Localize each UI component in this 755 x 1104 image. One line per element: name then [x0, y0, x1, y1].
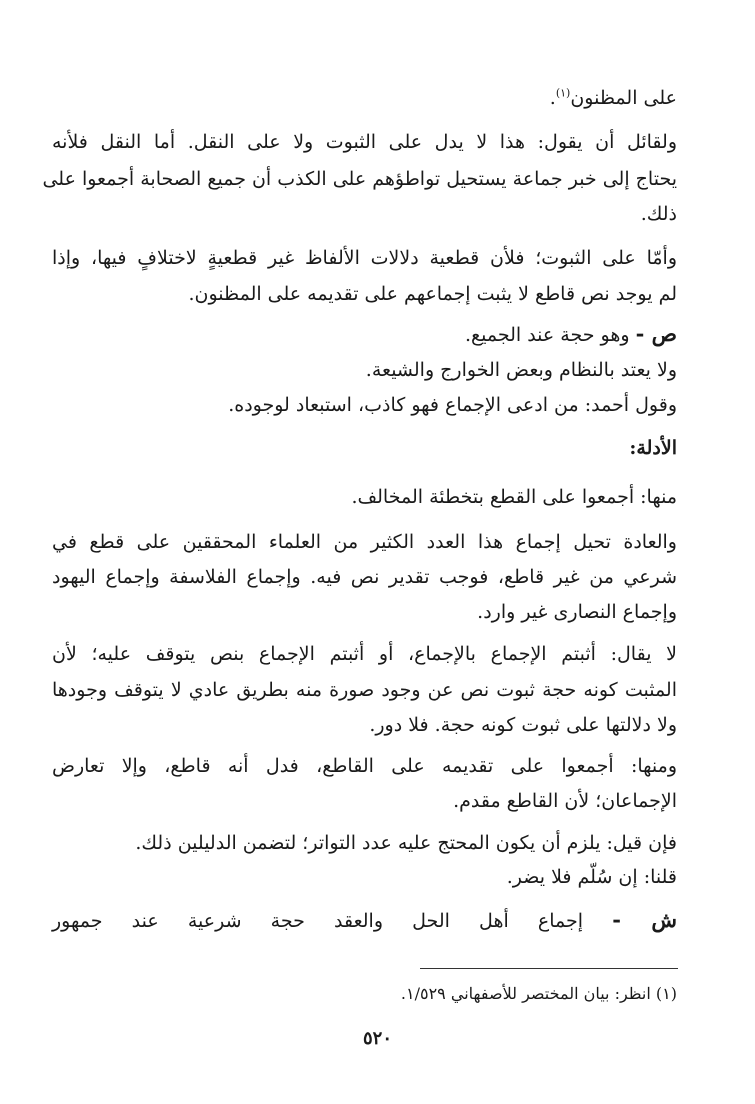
footnote-divider [420, 968, 678, 969]
text-line: قلنا: إن سُلّم فلا يضر. [506, 866, 677, 888]
text-line: وقول أحمد: من ادعى الإجماع فهو كاذب، استبعاد لوجوده. [228, 394, 677, 416]
text-line: ذلك. [640, 203, 677, 225]
text-line: منها: أجمعوا على القطع بتخطئة المخالف. [351, 486, 677, 508]
text-span: وهو حجة عند الجميع. [464, 324, 630, 346]
text-line: الإجماعان؛ لأن القاطع مقدم. [453, 790, 677, 812]
section-heading: الأدلة: [629, 437, 677, 459]
text-line: ولقائل أن يقول: هذا لا يدل على الثبوت ولا على النقل. أما النقل فلأنه [52, 131, 677, 153]
text-line: ولا يعتد بالنظام وبعض الخوارج والشيعة. [365, 359, 677, 381]
footnote: (١) انظر: بيان المختصر للأصفهاني ١/٥٢٩. [400, 984, 677, 1003]
text-line: وأمّا على الثبوت؛ فلأن قطعية دلالات الألفاظ غير قطعيةٍ لاختلافٍ فيها، وإذا [52, 247, 677, 269]
text-line: المثبت كونه حجة ثبوت نص عن وجود صورة منه بطريق عادي لا يتوقف وجودها [52, 679, 677, 701]
section-marker-sad: ص - [635, 321, 677, 346]
text-line: فإن قيل: يلزم أن يكون المحتج عليه عدد التواتر؛ لتضمن الدليلين ذلك. [135, 832, 677, 854]
text-line: ومنها: أجمعوا على تقديمه على القاطع، فدل أنه قاطع، وإلا تعارض [52, 755, 677, 777]
footnote-reference[interactable]: (١) [555, 86, 571, 100]
text-line [465, 320, 677, 349]
text-span: . [549, 87, 556, 109]
text-line: ولا دلالتها على ثبوت كونه حجة. فلا دور. [369, 714, 677, 736]
text-line [52, 906, 677, 935]
text-span: إجماع أهل الحل والعقد حجة شرعية عند جمهور [52, 910, 584, 932]
text-line: والعادة تحيل إجماع هذا العدد الكثير من العلماء المحققين على قطع في [52, 531, 677, 553]
page-number: ٥٢٠ [362, 1028, 392, 1049]
text-line: لم يوجد نص قاطع لا يثبت إجماعهم على تقديمه على المظنون. [188, 283, 677, 305]
text-span: على المظنون [570, 87, 677, 109]
text-line: لا يقال: أثبتم الإجماع بالإجماع، أو أثبتم الإجماع بنص يتوقف عليه؛ لأن [52, 643, 677, 665]
text-line: يحتاج إلى خبر جماعة يستحيل تواطؤهم على الكذب أن جميع الصحابة أجمعوا على [42, 168, 677, 190]
text-line [550, 84, 677, 112]
text-line: وإجماع النصارى غير وارد. [477, 601, 677, 623]
section-marker-shin: ش - [612, 907, 677, 932]
text-line: شرعي من غير قاطع، فوجب تقدير نص فيه. وإجماع الفلاسفة وإجماع اليهود [52, 566, 677, 588]
